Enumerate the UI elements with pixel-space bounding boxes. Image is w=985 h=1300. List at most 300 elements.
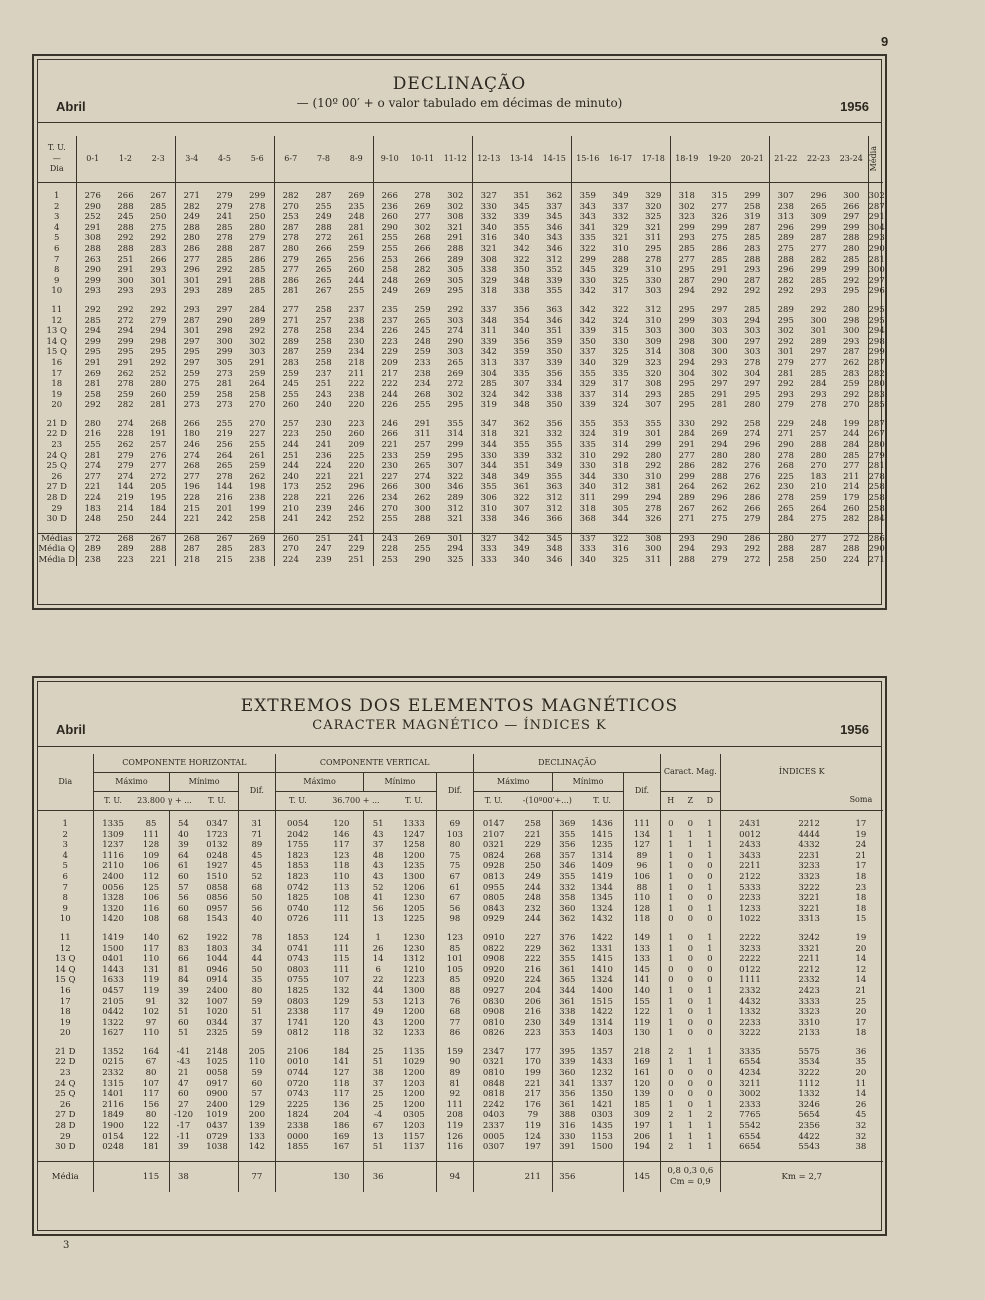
cell: 2332: [720, 986, 779, 997]
declination-subtitle: — (10º 00′ + o valor tabulado em décimas de minuto): [296, 96, 623, 110]
cell: 296: [744, 440, 761, 451]
cell: 1230: [403, 943, 425, 954]
cell: 5543: [798, 1142, 820, 1153]
cell: 395: [553, 1047, 582, 1058]
cell: 39: [170, 1142, 196, 1153]
cell: 329: [612, 222, 629, 233]
cell: 244: [274, 440, 307, 451]
gap-cell: [604, 411, 637, 419]
cell: 311: [571, 493, 604, 504]
cell: 329: [612, 265, 629, 276]
cell: 252: [348, 514, 365, 525]
cell: 350: [513, 265, 530, 276]
cell: 272: [117, 315, 134, 326]
cell: 290: [769, 440, 802, 451]
cell: 67: [364, 1121, 393, 1132]
cell: 3233: [798, 861, 820, 872]
cell: 23: [855, 882, 867, 893]
cell: 330: [571, 461, 604, 472]
cell: 285: [810, 275, 827, 286]
cell: 356: [546, 418, 563, 429]
cell: 1: [661, 830, 681, 841]
cell: 244: [274, 461, 307, 472]
cell: 330: [472, 451, 505, 462]
cell: 120: [333, 1017, 350, 1028]
cell: 257: [810, 429, 827, 440]
cell: 294: [117, 326, 134, 337]
cell: 1007: [206, 996, 228, 1007]
cell: 293: [810, 389, 827, 400]
gap-cell: [175, 297, 208, 305]
cell: 223: [373, 337, 406, 348]
gap-cell: [133, 1153, 170, 1162]
cell: 1335: [93, 819, 133, 830]
cell: 3233: [720, 944, 779, 955]
gap-cell: [93, 1039, 133, 1047]
gap-cell: [736, 411, 769, 419]
cell: 0154: [93, 1132, 133, 1143]
cell: 200: [238, 1110, 275, 1121]
cell: 288: [76, 244, 109, 255]
cell: 325: [612, 555, 629, 565]
cell: 1019: [206, 1110, 228, 1121]
cell: 38: [364, 1068, 393, 1079]
cell: 1855: [276, 1142, 320, 1153]
row-label: 12: [51, 315, 63, 326]
cell: 280: [744, 450, 761, 461]
cell: 292: [150, 357, 167, 368]
cell: 1225: [403, 914, 425, 925]
cell: 288: [711, 471, 728, 482]
hour-header: 12-13: [472, 136, 505, 183]
cell: 302: [769, 326, 802, 337]
table-row: [38, 472, 883, 483]
cell: 288: [175, 223, 208, 234]
row-label: 1: [62, 819, 68, 829]
cell: 301: [175, 276, 208, 287]
cell: 292: [76, 400, 109, 411]
row-media: 258: [868, 493, 885, 504]
cell: 0215: [93, 1057, 133, 1068]
cell: 298: [843, 315, 860, 326]
cell: 337: [571, 390, 604, 401]
cell: 18: [855, 1028, 867, 1039]
cell: 105: [436, 965, 473, 976]
cell: 299: [670, 472, 703, 483]
cell: 40: [170, 830, 196, 841]
cell: 274: [117, 418, 134, 429]
cell: 266: [117, 191, 134, 201]
cell: 244: [843, 429, 860, 440]
cell: 252: [315, 482, 332, 493]
cell: 0729: [206, 1131, 228, 1142]
cell: 221: [315, 471, 332, 482]
gap-cell: [736, 297, 769, 305]
gap-cell: [373, 411, 406, 419]
cell: 268: [769, 461, 802, 472]
cell: 243: [373, 533, 406, 544]
cell: 325: [612, 275, 629, 286]
cell: 43: [364, 1018, 393, 1029]
cell: 282: [711, 461, 728, 472]
cell: 256: [216, 440, 233, 451]
cell: 277: [670, 255, 703, 266]
cell: 97: [145, 1017, 157, 1028]
hour-header: 0-1: [76, 136, 109, 183]
gap-cell: [142, 525, 175, 534]
cell: 329: [612, 357, 629, 368]
cell: 359: [513, 347, 530, 358]
header-row: [38, 136, 883, 183]
cell: 1824: [276, 1110, 320, 1121]
gap-row: [38, 411, 883, 419]
gap-cell: [307, 183, 340, 192]
cell: 343: [571, 202, 604, 213]
cell: 1: [661, 1132, 681, 1143]
table-row: [38, 390, 883, 401]
header-k1: [720, 792, 779, 811]
gap-cell: [392, 925, 436, 933]
table-row: [38, 347, 883, 358]
cell: 129: [238, 1100, 275, 1111]
cell: 1332: [720, 1007, 779, 1018]
gap-cell: [133, 925, 170, 933]
gap-cell: [406, 411, 439, 419]
cell: 355: [546, 471, 563, 482]
cell: 0: [687, 914, 694, 925]
cell: 45: [238, 861, 275, 872]
cell: 206: [524, 996, 541, 1007]
cell: 277: [76, 472, 109, 483]
media-v-dif: 94: [436, 1161, 473, 1192]
cell: 0946: [206, 964, 228, 975]
table-row: [38, 255, 883, 266]
cell: 289: [216, 286, 233, 297]
cell: 205: [238, 1047, 275, 1058]
cell: 321: [447, 514, 464, 525]
cell: 275: [175, 379, 208, 390]
cell: 326: [711, 212, 728, 223]
cell: 322: [513, 493, 530, 504]
cell: 1: [661, 883, 681, 894]
cell: 184: [333, 1046, 350, 1057]
cell: 0914: [206, 975, 228, 986]
cell: 294: [670, 544, 703, 555]
hour-header: 14-15: [538, 136, 571, 183]
cell: 1403: [591, 1028, 613, 1039]
cell: 260: [843, 503, 860, 514]
cell: 44: [364, 986, 393, 997]
cell: -11: [170, 1132, 196, 1143]
row-label: 28 D: [46, 493, 67, 504]
cell: 2433: [720, 840, 779, 851]
gap-cell: [868, 297, 883, 305]
row-media: 287: [868, 357, 885, 368]
cell: 1230: [403, 932, 425, 943]
cell: 292: [447, 304, 464, 315]
table-row: [38, 429, 883, 440]
cell: 0: [707, 1078, 713, 1089]
cell: 276: [150, 450, 167, 461]
cell: 1331: [591, 943, 613, 954]
cell: 297: [744, 336, 761, 347]
cell: 184: [150, 503, 167, 514]
cell: 109: [142, 850, 160, 861]
cell: 315: [612, 326, 629, 337]
cell: 112: [333, 903, 350, 914]
gap-cell: [238, 1039, 275, 1047]
cell: 60: [170, 872, 196, 883]
row-media: 298: [868, 336, 885, 347]
cell: 124: [524, 1131, 541, 1142]
cell: 308: [670, 347, 703, 358]
cell: 2105: [93, 997, 133, 1008]
cell: 32: [364, 1028, 393, 1039]
cell: 1312: [403, 954, 425, 965]
cell: 3221: [798, 903, 820, 914]
cell: 296: [175, 265, 208, 276]
gap-cell: [868, 525, 883, 534]
cell: 300: [843, 326, 860, 337]
row-label: 2: [62, 829, 68, 840]
cell: 237: [315, 368, 332, 379]
cell: 275: [150, 222, 167, 233]
hour-header: 17-18: [637, 136, 670, 183]
cell: 222: [524, 954, 541, 965]
cell: 249: [524, 871, 541, 882]
gap-cell: [76, 525, 109, 534]
cell: 108: [142, 914, 160, 925]
cell: 302: [414, 222, 431, 233]
cell: 199: [249, 503, 266, 514]
cell: 0: [687, 871, 694, 882]
cell: 314: [447, 429, 464, 440]
cell: 297: [216, 304, 233, 315]
cell: 2333: [720, 1100, 779, 1111]
gap-cell: [553, 1039, 582, 1047]
cell: 224: [524, 975, 541, 986]
cell: 142: [238, 1142, 275, 1153]
row-label: 10: [51, 286, 63, 297]
cell: 1309: [93, 830, 133, 841]
gap-cell: [170, 1153, 196, 1162]
cell: 2148: [206, 1046, 228, 1057]
cell: 260: [373, 212, 406, 223]
gap-cell: [196, 811, 238, 820]
table-row: [38, 954, 883, 965]
cell: 257: [315, 315, 332, 326]
header-tu: T. U.: [276, 792, 320, 811]
cell: 297: [711, 304, 728, 315]
cell: 0005: [474, 1132, 514, 1143]
hour-header: 18-19: [670, 136, 703, 183]
cell: 0012: [720, 830, 779, 841]
cell: 0: [707, 964, 713, 975]
gap-cell: [779, 811, 838, 820]
cell: 0744: [276, 1068, 320, 1079]
cell: 348: [472, 316, 505, 327]
cell: 316: [612, 544, 629, 555]
cell: 241: [274, 514, 307, 525]
cell: 1237: [93, 840, 133, 851]
cell: 2233: [720, 893, 779, 904]
cell: 302: [447, 201, 464, 212]
cell: 342: [513, 389, 530, 400]
cell: 287: [810, 233, 827, 244]
cell: 221: [373, 440, 406, 451]
cell: 51: [170, 1028, 196, 1039]
cell: 338: [472, 265, 505, 276]
cell: 69: [436, 819, 473, 830]
cell: 1233: [720, 904, 779, 915]
cell: 271: [670, 514, 703, 525]
gap-cell: [38, 297, 76, 305]
gap-cell: [839, 1153, 883, 1162]
table-row: [38, 914, 883, 925]
table-row: [38, 933, 883, 944]
cell: 319: [612, 429, 629, 440]
header-base: -(10º00′+...): [513, 792, 581, 811]
header-tu: T. U.: [474, 792, 514, 811]
cell: 255: [315, 201, 332, 212]
row-label: 25 Q: [46, 461, 67, 472]
cell: 297: [843, 212, 860, 223]
cell: 239: [315, 503, 332, 514]
gap-cell: [109, 183, 142, 192]
cell: 1: [661, 861, 681, 872]
cell: 278: [810, 400, 827, 411]
cell: 330: [612, 336, 629, 347]
cell: 345: [538, 533, 571, 544]
cell: 299: [843, 265, 860, 276]
cell: 241: [340, 533, 373, 544]
cell: 111: [436, 1100, 473, 1111]
cell: 1200: [403, 1089, 425, 1100]
header-base: 23.800 γ + ...: [133, 792, 197, 811]
table-row: [38, 276, 883, 287]
cell: 77: [436, 1018, 473, 1029]
row-label: 7: [54, 254, 60, 265]
cell: 0818: [474, 1089, 514, 1100]
cell: 356: [553, 840, 582, 851]
cell: 259: [175, 390, 208, 401]
table-row: [38, 286, 883, 297]
table-row: [38, 212, 883, 223]
cell: 381: [645, 482, 662, 493]
cell: 365: [553, 975, 582, 986]
cell: 274: [175, 451, 208, 462]
table-row: [38, 316, 883, 327]
cell: 0132: [206, 840, 228, 851]
cell: 0: [661, 965, 681, 976]
cell: 216: [216, 493, 233, 504]
cell: -43: [170, 1057, 196, 1068]
cell: -17: [170, 1121, 196, 1132]
cell: 346: [546, 315, 563, 326]
cell: 245: [414, 326, 431, 337]
table-row: [38, 305, 883, 316]
cell: 1300: [403, 985, 425, 996]
cell: 284: [670, 429, 703, 440]
cell: 300: [414, 482, 431, 493]
gap-cell: [703, 411, 736, 419]
gap-cell: [670, 411, 703, 419]
cell: 295: [76, 347, 109, 358]
cell: 2133: [798, 1028, 820, 1039]
cell: 117: [333, 1007, 350, 1018]
cell: 321: [645, 222, 662, 233]
media-d-max: 211: [513, 1161, 553, 1192]
cell: 302: [447, 389, 464, 400]
cell: 260: [150, 389, 167, 400]
cell: 4422: [798, 1131, 820, 1142]
cell: 285: [810, 368, 827, 379]
cell: 59: [238, 997, 275, 1008]
cell: 31: [238, 819, 275, 830]
cell: 288: [744, 254, 761, 265]
header-k2: [779, 792, 838, 811]
cell: 191: [150, 429, 167, 440]
cell: 343: [546, 233, 563, 244]
cell: 255: [373, 514, 406, 525]
table-row: [38, 883, 883, 894]
cell: 234: [348, 347, 365, 358]
hour-header: 22-23: [802, 136, 835, 183]
cell: 295: [670, 379, 703, 390]
cell: 302: [447, 191, 464, 201]
gap-cell: [76, 183, 109, 192]
cell: 321: [472, 244, 505, 255]
cell: 295: [769, 316, 802, 327]
cell: 223: [524, 1028, 541, 1039]
cell: 292: [612, 450, 629, 461]
cell: 62: [170, 933, 196, 944]
cell: 270: [249, 418, 266, 429]
cell: 288: [117, 243, 134, 254]
cell: 1315: [93, 1079, 133, 1090]
cell: 71: [238, 830, 275, 841]
cell: 309: [810, 212, 827, 223]
cell: 221: [76, 482, 109, 493]
cell: 106: [142, 893, 160, 904]
row-label: 28 D: [55, 1121, 76, 1132]
cell: 0054: [276, 819, 320, 830]
cell: 0000: [276, 1132, 320, 1143]
cell: 0: [687, 1007, 694, 1018]
row-media: 258: [868, 503, 885, 514]
row-label: 17: [59, 996, 71, 1007]
cell: 1419: [591, 871, 613, 882]
cell: 1200: [403, 1068, 425, 1079]
header-tu-dia: [38, 136, 76, 183]
cell: 2423: [798, 985, 820, 996]
gap-cell: [133, 811, 170, 820]
gap-cell: [320, 811, 364, 820]
cell: 292: [744, 286, 761, 297]
header-caract: Caract. Mag.: [661, 754, 720, 792]
cell: 296: [769, 223, 802, 234]
cell: 1328: [93, 893, 133, 904]
cell: 277: [802, 533, 835, 544]
cell: 317: [612, 286, 629, 297]
cell: 53: [364, 997, 393, 1008]
gap-cell: [241, 411, 274, 419]
cell: 344: [612, 514, 629, 525]
cell: 1: [661, 1018, 681, 1029]
cell: 266: [175, 419, 208, 430]
cell: 3323: [798, 1007, 820, 1018]
cell: 45: [855, 1110, 867, 1121]
